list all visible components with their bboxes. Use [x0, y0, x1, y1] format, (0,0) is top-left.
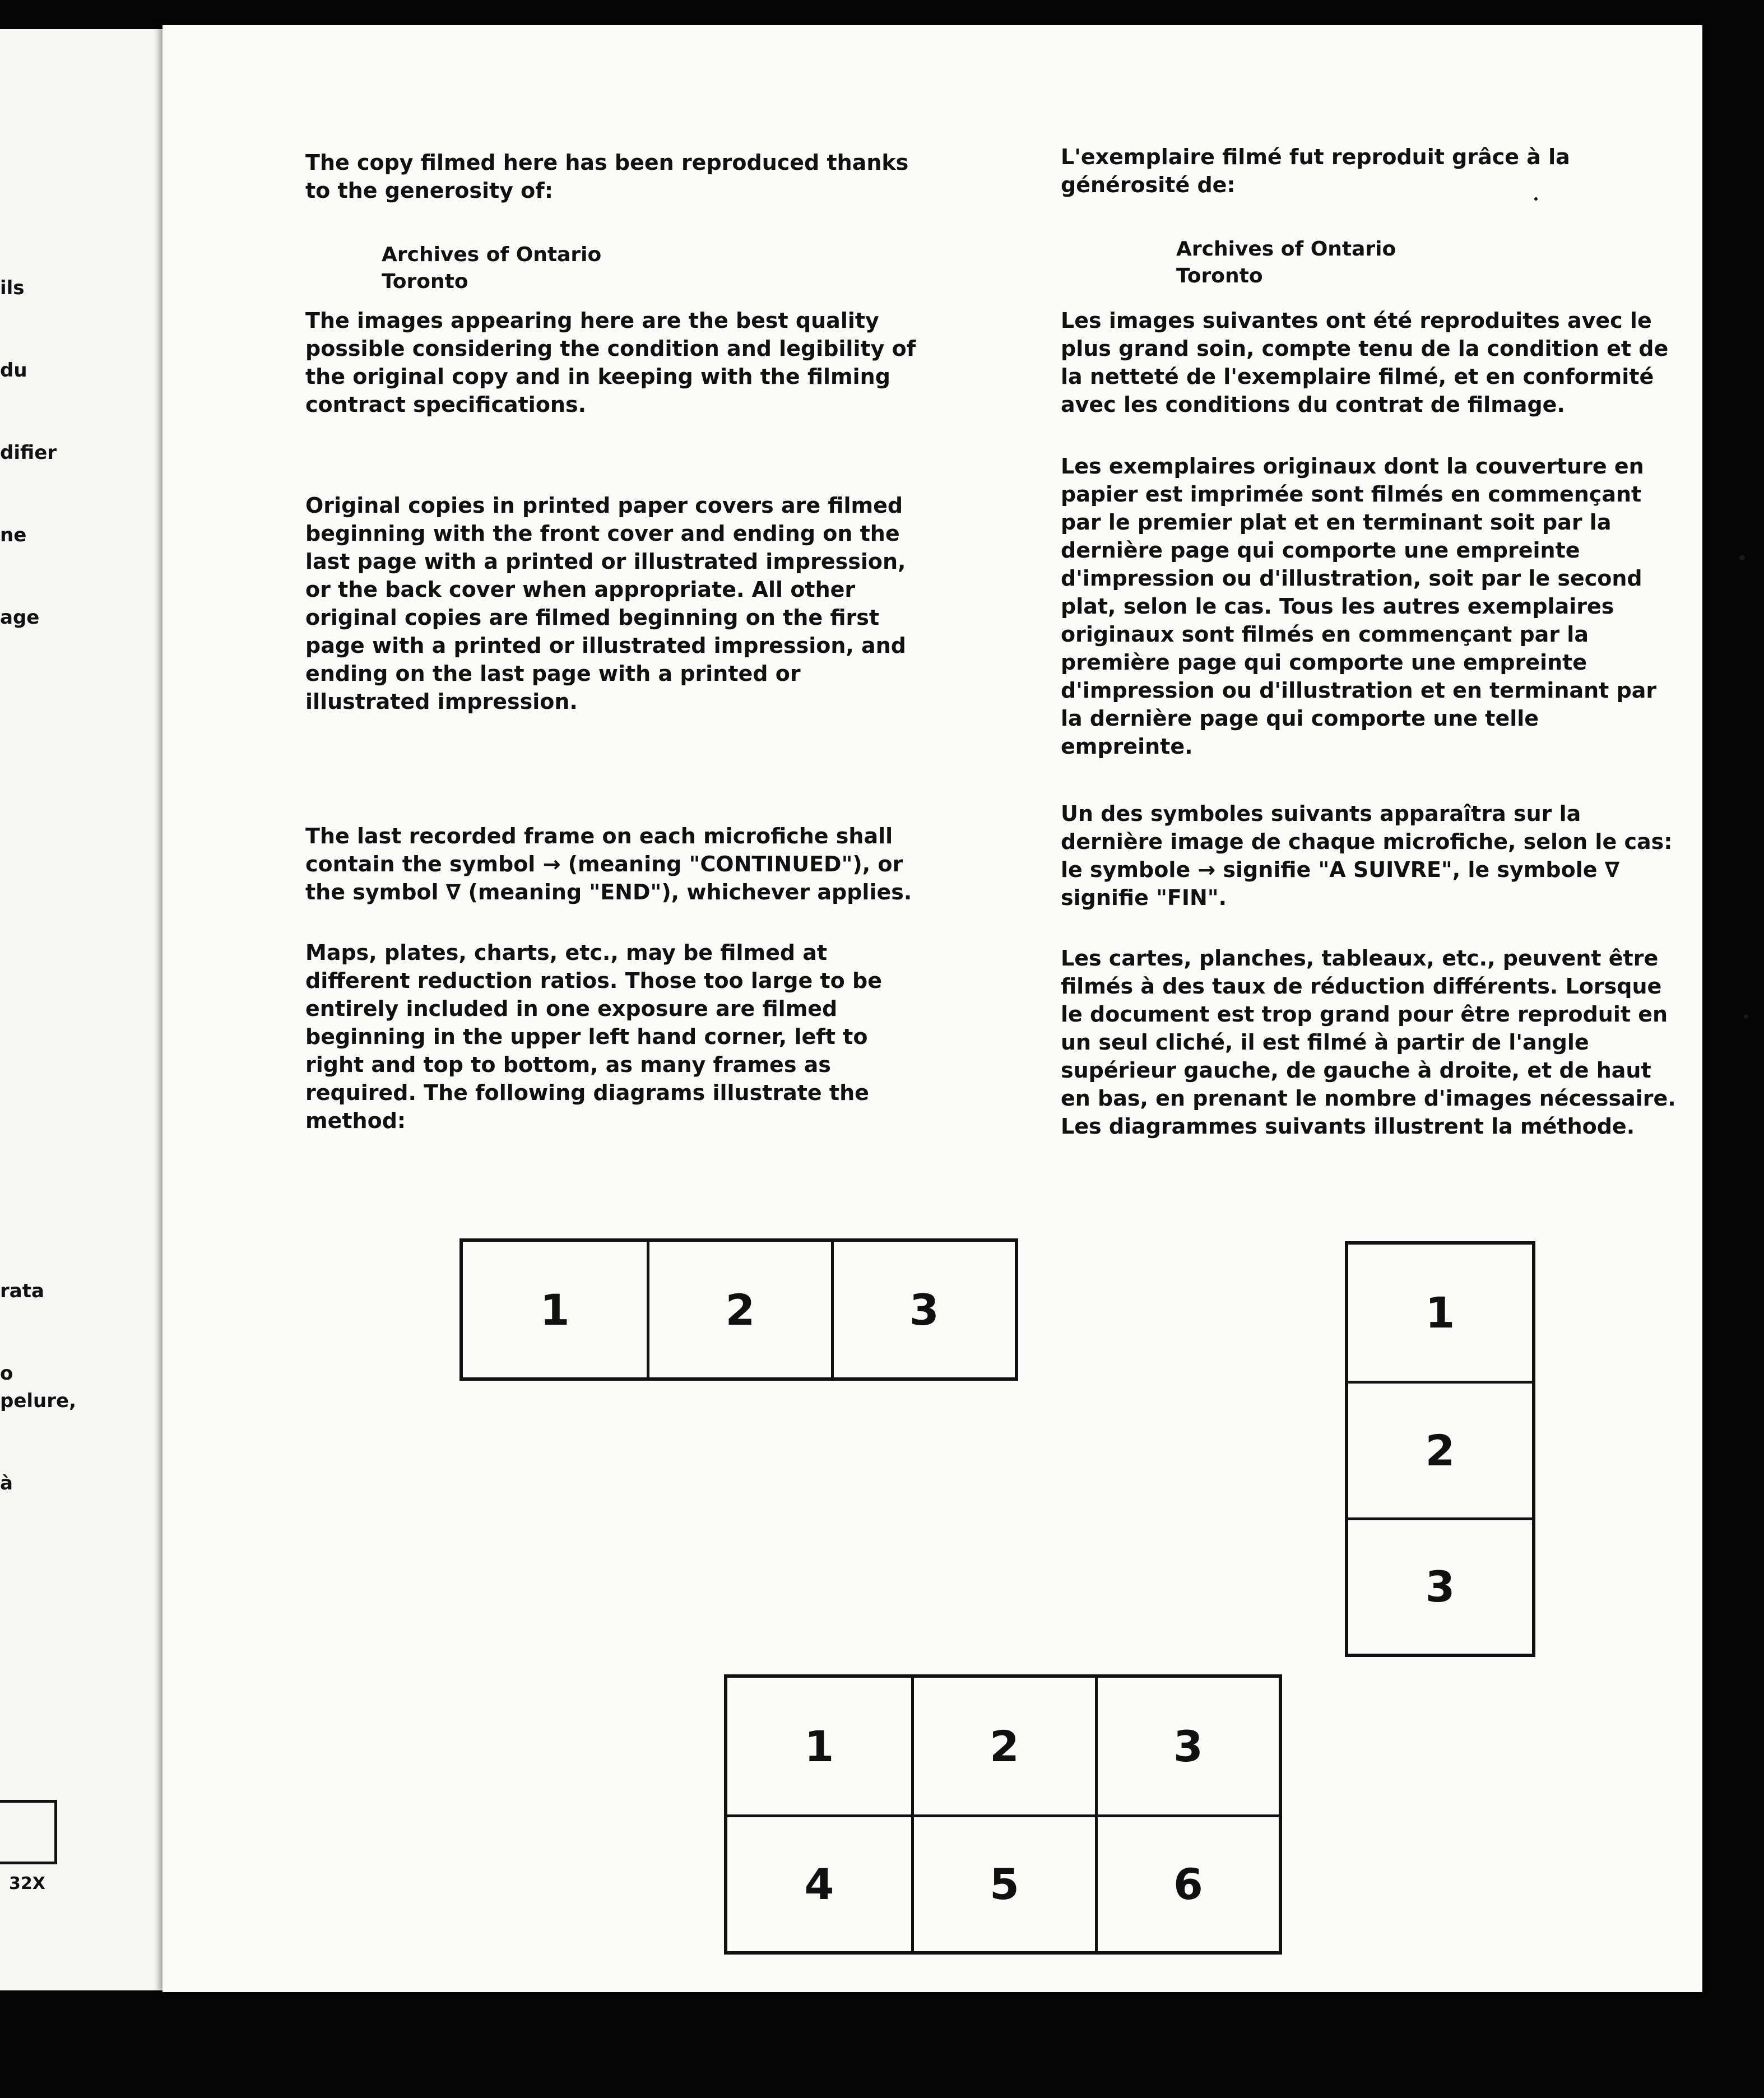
fragment-line: rata [0, 1280, 44, 1302]
french-institution: Archives of Ontario [1176, 238, 1396, 261]
french-column [1061, 143, 1677, 1140]
frame-cell: 4 [727, 1814, 911, 1951]
french-paragraph-symbols: Un des symboles suivants apparaîtra sur la dernière image de chaque microfiche, selon le cas: le symbole → signifie "A SUIVRE", le symbole ∇ signifie "FIN". [1061, 801, 1673, 910]
frame-cell: 2 [647, 1242, 830, 1377]
english-paragraph-maps: Maps, plates, charts, etc., may be filmed at different reduction ratios. Those too large to be entirely included in one exposure are filmed beginning in the upper left hand corner, left to right and top to bottom, as many frames as required. The following diagrams illustrate the method: [305, 940, 882, 1133]
fragment-line: pelure, [0, 1390, 76, 1412]
fragment-box [0, 1800, 57, 1864]
fragment-line: difier [0, 442, 57, 464]
french-credit-intro: L'exemplaire filmé fut reproduit grâce à la générosité de: [1061, 145, 1570, 197]
fragment-text-top [0, 220, 57, 686]
fragment-caption: 32X [9, 1874, 45, 1893]
french-credit-block [1176, 236, 1677, 290]
english-paragraph-quality: The images appearing here are the best quality possible considering the condition and legibility of the original copy and in keeping with the filming contract specifications. [305, 308, 916, 417]
frame-cell: 2 [1348, 1381, 1532, 1517]
diagram-grid-of-six [724, 1674, 1282, 1955]
fragment-line: du [0, 359, 27, 382]
english-credit-intro: The copy filmed here has been reproduced thanks to the generosity of: [305, 150, 909, 203]
fragment-line: o [0, 1362, 13, 1385]
fragment-line: age [0, 606, 40, 629]
diagram-column-of-three [1345, 1241, 1535, 1657]
frame-cell: 1 [540, 1284, 570, 1335]
fragment-line: ils [0, 277, 25, 299]
english-paragraph-symbols: The last recorded frame on each microfiche shall contain the symbol → (meaning "CONTINUED"), or the symbol ∇ (meaning "END"), whichever applies. [305, 824, 912, 904]
scan-speck [1744, 1014, 1748, 1019]
diagram-row-of-three [459, 1238, 1018, 1381]
frame-cell: 5 [911, 1814, 1095, 1951]
frame-cell: 3 [831, 1242, 1015, 1377]
adjacent-page-fragment [0, 29, 180, 1990]
french-city: Toronto [1176, 264, 1263, 287]
fragment-line: ne [0, 524, 27, 546]
fragment-line: à [0, 1472, 13, 1494]
scan-speck [1534, 197, 1538, 201]
french-paragraph-covers: Les exemplaires originaux dont la couverture en papier est imprimée sont filmés en commençant par le premier plat et en terminant soit par la dernière page qui comporte une empreinte d'impression ou d'illustration, soit par le second plat, selon le cas. Tous les autres exemplaires originaux sont filmés en commençant par la première page qui comporte une empreinte d'impression ou d'illustration et en terminant par la dernière page qui comporte une telle empreinte. [1061, 454, 1657, 759]
frame-cell: 3 [1348, 1517, 1532, 1654]
english-paragraph-covers: Original copies in printed paper covers are filmed beginning with the front cover and ending on the last page with a printed or illustrated impression, or the back cover when appropriate. All other original copies are filmed beginning on the first page with a printed or illustrated impression, and ending on the last page with a printed or illustrated impression. [305, 493, 906, 714]
frame-cell: 2 [911, 1678, 1095, 1814]
english-institution: Archives of Ontario [382, 243, 602, 266]
english-column [305, 148, 927, 1135]
frame-cell: 6 [1095, 1814, 1279, 1951]
fragment-text-low [0, 1333, 76, 1552]
english-credit-block [382, 242, 927, 295]
french-paragraph-quality: Les images suivantes ont été reproduites avec le plus grand soin, compte tenu de la condition et de la netteté de l'exemplaire filmé, et en conformité avec les conditions du contrat de filmage. [1061, 308, 1669, 417]
frame-cell: 1 [1425, 1288, 1455, 1338]
french-paragraph-maps: Les cartes, planches, tableaux, etc., peuvent être filmés à des taux de réduction différents. Lorsque le document est trop grand pour être reproduit en un seul cliché, il est filmé à partir de l'angle supérieur gauche, de gauche à droite, et de haut en bas, en prenant le nombre d'images nécessaire. Les diagrammes suivants illustrent la méthode. [1061, 946, 1676, 1139]
frame-cell: 1 [804, 1721, 834, 1771]
english-city: Toronto [382, 270, 468, 293]
scan-speck [1739, 555, 1745, 560]
frame-cell: 3 [1095, 1678, 1279, 1814]
